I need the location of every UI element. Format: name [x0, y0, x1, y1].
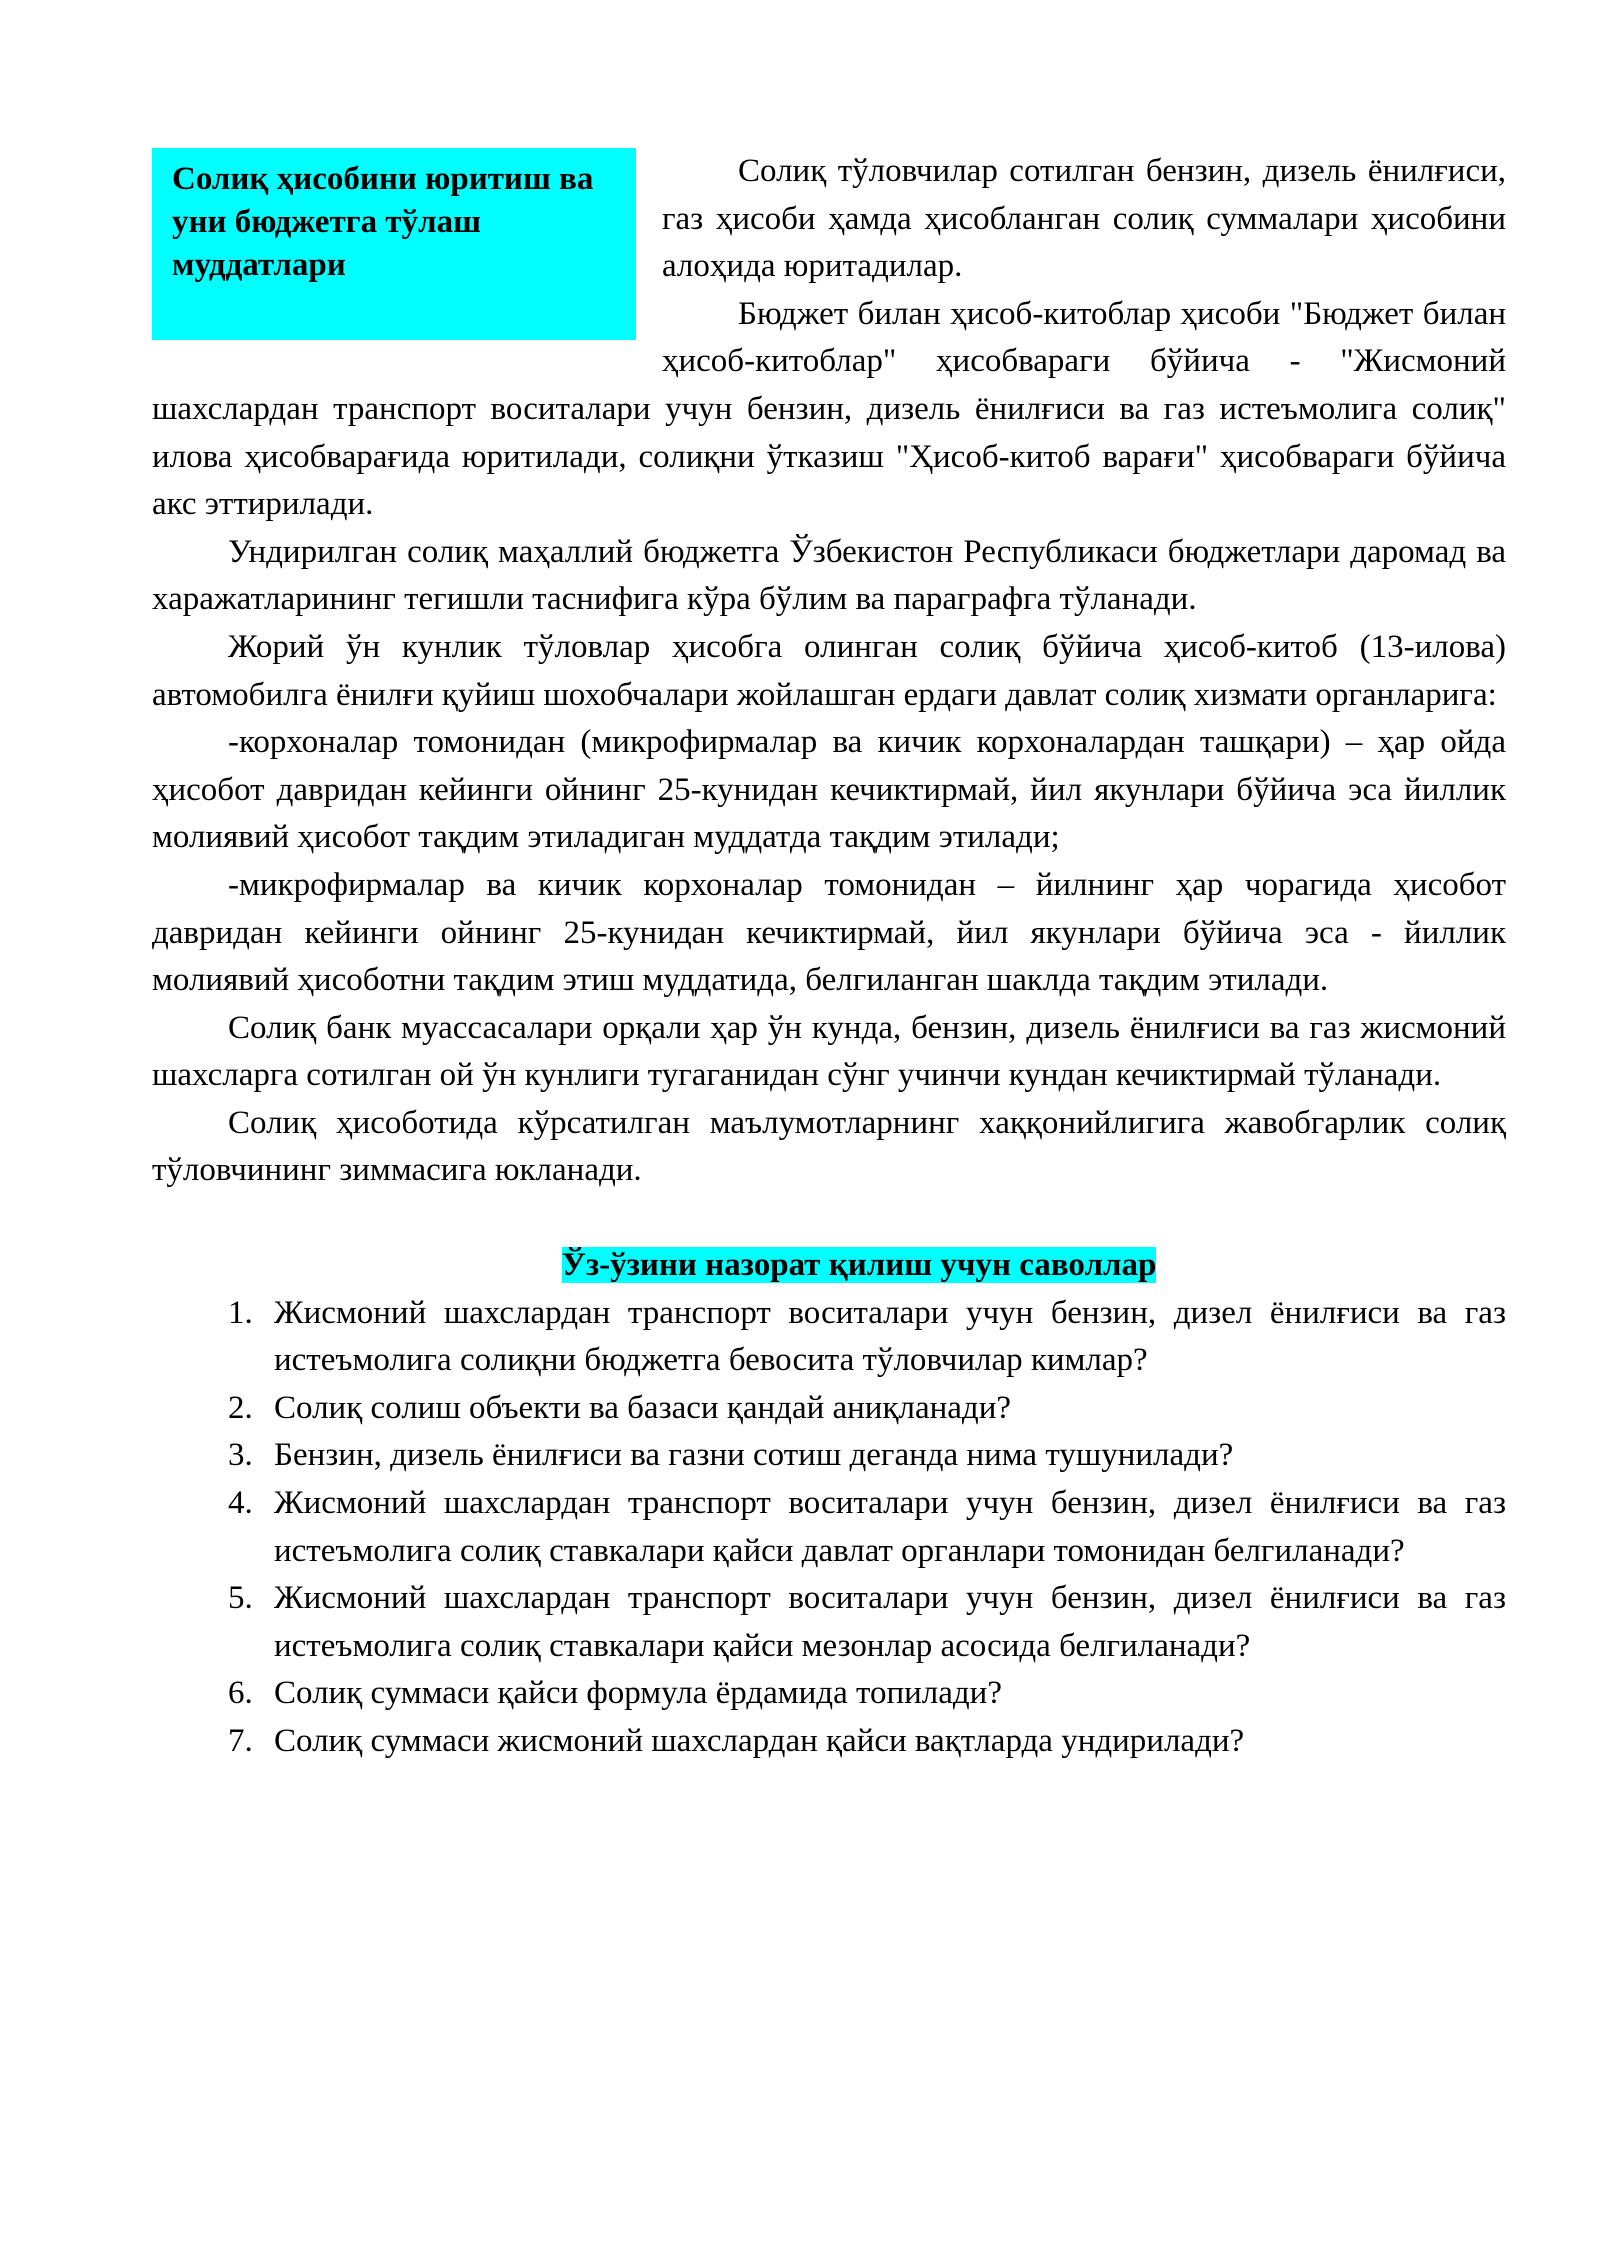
- question-number: 1.: [228, 1294, 253, 1331]
- question-item: [152, 1718, 1506, 1766]
- question-text: Солиқ суммаси қайси формула ёрдамида топилади?: [274, 1675, 1002, 1712]
- paragraph-1: Солиқ тўловчилар сотилган бензин, дизель ёнилғиси, газ ҳисоби ҳамда ҳисобланган солиқ суммалари ҳисобини алоҳида юритадилар.: [662, 153, 1506, 285]
- question-item: [152, 1670, 1506, 1718]
- question-text: Бензин, дизель ёнилғиси ва газни сотиш деганда нима тушунилади?: [274, 1437, 1234, 1474]
- paragraph-2: Бюджет билан ҳисоб-китоблар ҳисоби "Бюджет билан ҳисоб-китоблар" ҳисобвараги бўйича - "Жисмоний шахслардан транспорт воситалари учун бензин, дизель ёнилғиси ва газ истеъмолига солиқ" илова ҳисобварағида юритилади, солиқни ўтказиш "Ҳисоб-китоб варағи" ҳисобвараги бўйича акс эттирилади.: [152, 295, 1506, 523]
- question-item: [152, 1432, 1506, 1480]
- question-item: [152, 1385, 1506, 1433]
- paragraph-8: Солиқ ҳисоботида кўрсатилган маълумотларнинг хаққонийлигига жавобгарлик солиқ тўловчининг зиммасига юкланади.: [152, 1104, 1506, 1189]
- question-number: 3.: [228, 1437, 253, 1474]
- question-text: Солиқ солиш объекти ва базаси қандай аниқланади?: [274, 1389, 1012, 1426]
- question-item: [152, 1290, 1506, 1385]
- question-text: Жисмоний шахслардан транспорт воситалари учун бензин, дизел ёнилғиси ва газ истеъмолига солиқ ставкалари қайси давлат органлари томонидан белгиланади?: [274, 1485, 1506, 1569]
- paragraph-7: Солиқ банк муассасалари орқали ҳар ўн кунда, бензин, дизель ёнилғиси ва газ жисмоний шахсларга сотилган ой ўн кунлиги тугаганидан сўнг учинчи кундан кечиктирмай тўланади.: [152, 1009, 1506, 1094]
- question-item: [152, 1480, 1506, 1575]
- question-number: 7.: [228, 1723, 253, 1759]
- paragraph-6: -микрофирмалар ва кичик корхоналар томонидан – йилнинг ҳар чорагида ҳисобот давридан кейинги ойнинг 25-кунидан кечиктирмай, йил якунлари бўйича эса - йиллик молиявий ҳисоботни тақдим этиш муддатида, белгиланган шаклда тақдим этилади.: [152, 866, 1506, 999]
- questions-heading-wrap: [152, 1242, 1506, 1290]
- document-body: [152, 148, 1506, 1766]
- question-text: Жисмоний шахслардан транспорт воситалари учун бензин, дизел ёнилғиси ва газ истеъмолига солиқни бюджетга бевосита тўловчилар кимлар?: [274, 1294, 1506, 1379]
- paragraph-5: -корхоналар томонидан (микрофирмалар ва кичик корхоналардан ташқари) – ҳар ойда ҳисобот давридан кейинги ойнинг 25-кунидан кечиктирмай, йил якунлари бўйича эса йиллик молиявий ҳисобот тақдим этиладиган муддатда тақдим этилади;: [152, 724, 1506, 856]
- questions-list: [152, 1290, 1506, 1766]
- question-number: 6.: [228, 1675, 253, 1712]
- paragraph-4: Жорий ўн кунлик тўловлар ҳисобга олинган солиқ бўйича ҳисоб-китоб (13-илова) автомобилга ёнилғи қуйиш шохобчалари жойлашган ердаги давлат солиқ хизмати органларига:: [152, 628, 1506, 713]
- section-title-box: Солиқ ҳисобини юритиш ва уни бюджетга тўлаш муддатлари: [152, 148, 636, 340]
- questions-heading: Ўз-ўзини назорат қилиш учун саволлар: [561, 1247, 1157, 1284]
- question-text: Солиқ суммаси жисмоний шахслардан қайси вақтларда ундирилади?: [274, 1723, 1245, 1759]
- question-number: 2.: [228, 1389, 253, 1426]
- question-number: 4.: [228, 1485, 253, 1522]
- question-text: Жисмоний шахслардан транспорт воситалари учун бензин, дизел ёнилғиси ва газ истеъмолига солиқ ставкалари қайси мезонлар асосида белгиланади?: [274, 1580, 1506, 1664]
- paragraph-3: Ундирилган солиқ маҳаллий бюджетга Ўзбекистон Республикаси бюджетлари даромад ва харажатларининг тегишли таснифига кўра бўлим ва параграфга тўланади.: [152, 533, 1506, 618]
- question-number: 5.: [228, 1580, 253, 1617]
- question-item: [152, 1575, 1506, 1670]
